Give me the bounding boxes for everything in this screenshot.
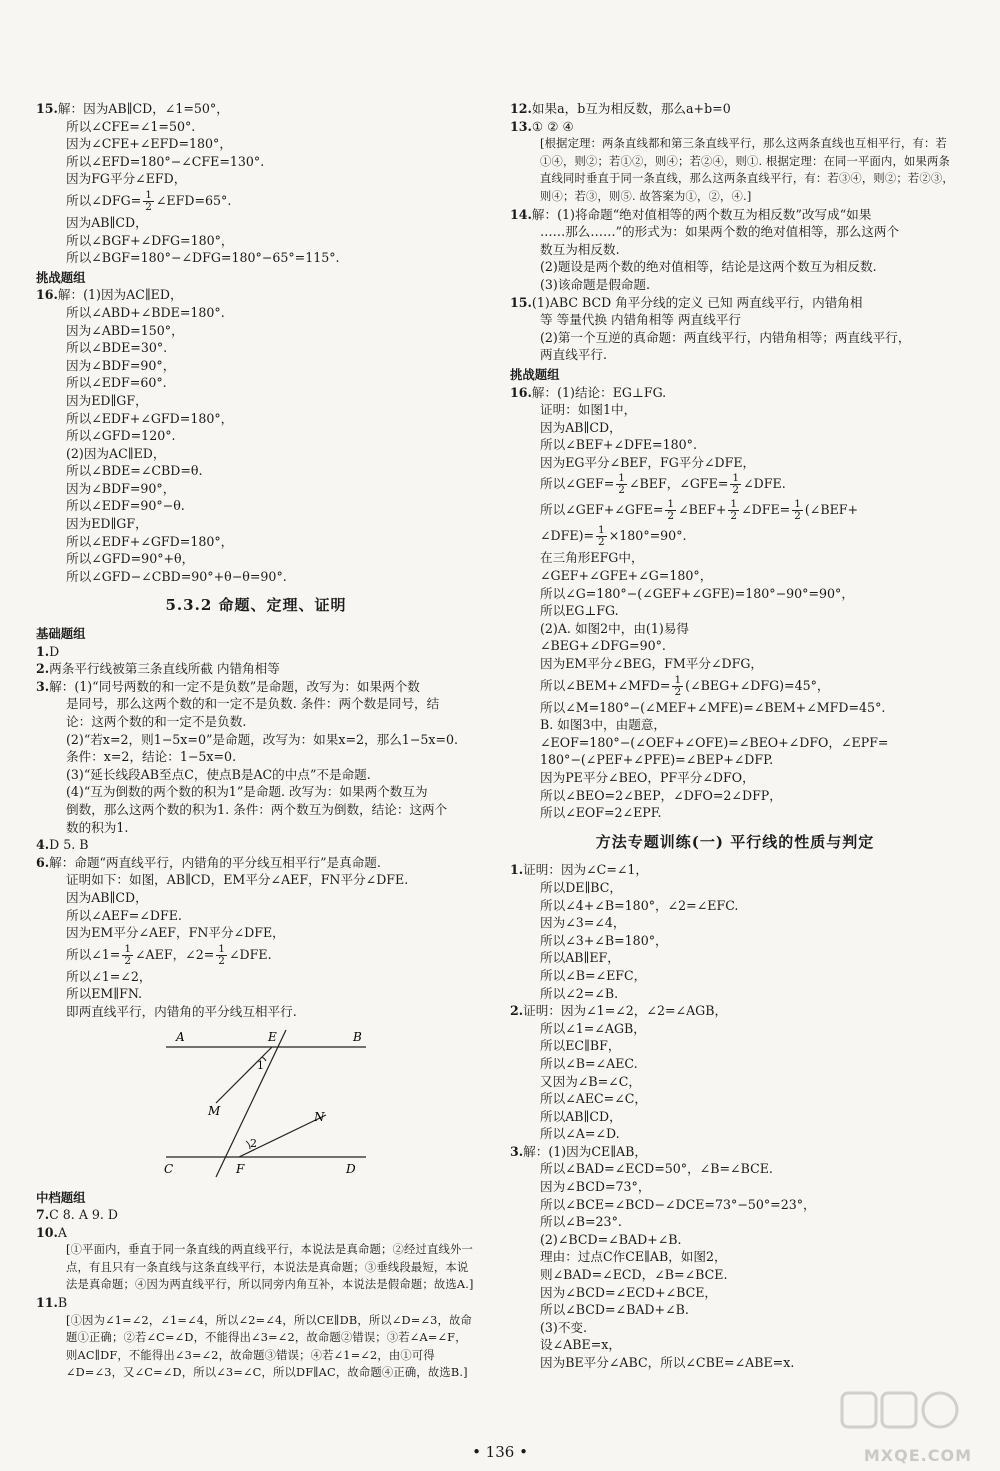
line-text: 解：(1)“同号两数的和一定不是负数”是命题，改写为：如果两个数	[49, 678, 420, 694]
question-number: 7.	[36, 1207, 50, 1223]
answer-line	[510, 787, 960, 805]
line-text: ∠GEF+∠GFE+∠G=180°，	[540, 568, 713, 584]
line-text: 因为ED∥GF，	[66, 392, 148, 408]
line-text: 所以∠GFD−∠CBD=90°+θ−θ=90°.	[66, 568, 287, 584]
section-title: 5.3.2 命题、定理、证明	[165, 596, 347, 615]
answer-line	[510, 567, 960, 585]
answers-14-15	[510, 206, 960, 364]
note-10: [①平面内，垂直于同一条直线的两直线平行，本说法是真命题；②经过直线外一点，有且只有一条直线与这条直线平行，本说法是真命题；③垂线段最短，本说法是真命题；④因为两直线平行，所以同旁内角互补，本说法是假命题；故选A.]	[66, 1243, 474, 1292]
question-number: 3.	[510, 1143, 524, 1159]
answer-line	[510, 620, 960, 638]
answer-line-numbered	[36, 678, 476, 696]
fraction: $\frac{1}{2}$	[732, 472, 740, 497]
line-text: 因为∠BDF=90°，	[66, 480, 176, 496]
line-text: 又因为∠B=∠C，	[540, 1073, 641, 1089]
answer-line	[36, 889, 476, 907]
line-text: 因为∠BCD=∠ECD+∠BCE，	[540, 1284, 718, 1300]
question-number: 12.	[510, 101, 532, 116]
line-text: ……那么……”的形式为：如果两个数的绝对值相等，那么这两个	[540, 224, 900, 240]
line-text: 因为∠CFE+∠EFD=180°，	[66, 136, 232, 152]
answer-6-cont	[36, 968, 476, 1021]
line-text: 设∠ABE=x，	[540, 1337, 621, 1353]
line-text: 所以∠BGF+∠DFG=180°，	[66, 232, 234, 248]
answer-line	[36, 480, 476, 498]
line-text: 两条平行线被第三条直线所截 内错角相等	[49, 661, 280, 677]
line-text: 解：(1)因为AC∥ED，	[57, 287, 183, 303]
line-text: 所以AB∥CD，	[540, 1108, 622, 1124]
question-number: 16.	[36, 287, 58, 303]
answer-line	[36, 357, 476, 375]
line-text: (2)“若x=2，则1−5x=0”是命题，改写为：如果x=2，那么1−5x=0.	[66, 731, 459, 747]
answer-line	[510, 1301, 960, 1319]
method-training-answers	[510, 861, 960, 1371]
answer-line	[36, 118, 476, 136]
line-text: 条件：x=2，结论：1−5x=0.	[66, 749, 237, 765]
line-text: 所以∠AEC=∠C，	[540, 1091, 647, 1107]
question-number: 6.	[36, 854, 50, 870]
question-number: 4.	[36, 837, 50, 853]
answer-line	[36, 232, 476, 250]
answer-line-numbered	[510, 118, 960, 136]
line-text: 因为AB∥CD，	[66, 214, 148, 230]
question-number: 14.	[510, 206, 532, 222]
answer-line	[36, 214, 476, 232]
fraction: $\frac{1}{2}$	[145, 188, 152, 213]
answer-line	[36, 445, 476, 463]
line-text: (2)因为AC∥ED，	[66, 445, 166, 461]
answer-line	[36, 410, 476, 428]
line-text: 所以∠1=∠AGB，	[540, 1020, 646, 1036]
answer-line	[510, 699, 960, 717]
answer-line	[36, 170, 476, 188]
answer-line-numbered	[510, 1002, 960, 1020]
line-text: 所以∠BEF+∠DFE=180°.	[540, 437, 697, 453]
line-text: 因为AB∥CD，	[66, 889, 148, 905]
label-a: A	[176, 1029, 185, 1044]
line-text: 所以∠BCD=∠BAD+∠B.	[540, 1302, 689, 1318]
answer-line	[510, 985, 960, 1003]
line-text: 所以∠CFE=∠1=50°.	[66, 118, 196, 134]
line-text: ∠BEG+∠DFG=90°.	[540, 638, 666, 654]
line-text: 则∠BAD=∠ECD，∠B=∠BCE.	[540, 1267, 728, 1283]
page-number: • 136 •	[472, 1443, 528, 1461]
line-text: 解：命题“两直线平行，内错角的平分线互相平行”是真命题.	[49, 854, 381, 870]
answer-line	[36, 1003, 476, 1021]
answer-line	[510, 436, 960, 454]
line-text: (3)不变.	[540, 1319, 588, 1335]
answer-line	[510, 346, 960, 364]
question-number: 15.	[36, 101, 58, 116]
answer-line	[510, 1266, 960, 1284]
question-number: 2.	[36, 661, 50, 677]
answer-line	[36, 374, 476, 392]
line-text: D 5. B	[49, 837, 89, 853]
answer-line	[36, 568, 476, 586]
line-text: 所以∠AEF=∠DFE.	[66, 907, 182, 923]
line-text: 所以∠B=∠EFC，	[540, 967, 647, 983]
fraction-line-2: 所以∠GEF+∠GFE= $\frac{1}{2}$ ∠BEF+ $\frac{1}{2}$ ∠DFE= $\frac{1}{2}$ (∠BEF+	[540, 498, 859, 523]
line-text: 所以∠BCE=∠BCD−∠DCE=73°−50°=23°，	[540, 1196, 816, 1212]
line-text: 解：(1)将命题“绝对值相等的两个数互为相反数”改写成“如果	[531, 206, 872, 222]
answer-line	[510, 1231, 960, 1249]
section-title-right: 方法专题训练(一) 平行线的性质与判定	[595, 832, 875, 851]
line-text: 所以∠3+∠B=180°，	[540, 932, 668, 948]
line-text: 论：这两个数的和一定不是负数.	[66, 714, 247, 729]
answer-line	[510, 1125, 960, 1143]
answer-line	[510, 1354, 960, 1372]
answer-line	[510, 1319, 960, 1337]
line-text: 所以∠G=180°−(∠GEF+∠GFE)=180°−90°=90°，	[540, 585, 854, 601]
answer-line	[36, 392, 476, 410]
answer-line	[36, 968, 476, 986]
line-text: 因为∠BDF=90°，	[66, 357, 176, 373]
line-text: 180°−(∠PEF+∠PFE)=∠BEP+∠DFP.	[540, 752, 774, 768]
label-c: C	[164, 1161, 174, 1176]
answer-line	[510, 1248, 960, 1266]
line-text: 所以∠BAD=∠ECD=50°，∠B=∠BCE.	[540, 1161, 773, 1177]
answer-line	[36, 550, 476, 568]
answer-line-numbered	[36, 1224, 476, 1242]
fraction: $\frac{1}{2}$	[730, 498, 738, 523]
answer-line	[510, 1196, 960, 1214]
line-text: 因为∠3=∠4，	[540, 915, 626, 931]
answer-line	[510, 1055, 960, 1073]
right-column	[510, 100, 960, 1372]
figure-svg	[36, 1025, 476, 1185]
question-number: 2.	[510, 1003, 524, 1019]
line-text: 所以∠B=23°.	[540, 1214, 622, 1230]
answer-line	[510, 1090, 960, 1108]
line-text: 因为BE平分∠ABC，所以∠CBE=∠ABE=x.	[540, 1355, 795, 1370]
line-text: A	[57, 1224, 68, 1240]
answer-16-right	[510, 384, 960, 472]
answer-15-cont	[36, 214, 476, 267]
line-text: 所以∠GFD=90°+θ，	[66, 551, 195, 567]
line-text: 是同号，那么这两个数的和一定不是负数. 条件：两个数是同号，结	[66, 696, 440, 712]
line-text: 因为EM平分∠BEG，FM平分∠DFG，	[540, 656, 763, 672]
answer-line	[36, 819, 476, 837]
answer-line	[36, 462, 476, 480]
label-f: F	[236, 1161, 245, 1176]
answer-line	[510, 585, 960, 603]
line-text: 所以∠A=∠D.	[540, 1126, 620, 1142]
answer-line-numbered	[510, 1143, 960, 1161]
question-number: 3.	[36, 678, 50, 694]
line-text: 在三角形EFG中，	[540, 550, 644, 566]
line-text: (4)“互为倒数的两个数的积为1”是命题. 改写为：如果两个数互为	[66, 784, 428, 800]
label-angle-1: 1	[257, 1058, 264, 1072]
question-number: 16.	[510, 384, 532, 400]
answer-line	[36, 135, 476, 153]
answer-line	[510, 1336, 960, 1354]
answer-line	[510, 879, 960, 897]
answer-line	[510, 1037, 960, 1055]
label-b: B	[353, 1029, 362, 1044]
answer-line	[36, 339, 476, 357]
line-text: 所以∠BDE=30°.	[66, 340, 168, 356]
label-e: E	[268, 1029, 277, 1044]
line-text: B. 如图3中，由题意，	[540, 717, 667, 733]
line-text: (3)“延长线段AB至点C，使点B是AC的中点”不是命题.	[66, 766, 371, 782]
line-text: 所以∠EDF=90°−θ.	[66, 498, 185, 514]
line-text: 因为PE平分∠BEO，PF平分∠DFO，	[540, 770, 755, 785]
answer-line-numbered	[510, 100, 960, 118]
answer-16-right-cont	[510, 549, 960, 672]
line-text: 所以∠BGF=180°−∠DFG=180°−65°=115°.	[66, 250, 340, 266]
line-text: C 8. A 9. D	[49, 1207, 119, 1223]
mid-group-heading: 中档题组	[36, 1189, 86, 1205]
line-text: 所以∠ABD+∠BDE=180°.	[66, 304, 225, 320]
line-text: 倒数，那么这两个数的积为1. 条件：两个数互为倒数，结论：这两个	[66, 801, 448, 817]
answer-15	[36, 100, 476, 188]
answer-line	[36, 533, 476, 551]
answer-line	[510, 1073, 960, 1091]
answer-line	[36, 924, 476, 942]
line-text: ∠EOF=180°−(∠OEF+∠OFE)=∠BEO+∠DFO，∠EPF=	[540, 734, 889, 750]
answer-line	[36, 713, 476, 731]
answer-line-numbered	[36, 643, 476, 661]
answer-line	[510, 419, 960, 437]
fraction-line-3: ∠DFE)= $\frac{1}{2}$ ×180°=90°.	[540, 524, 687, 549]
watermark-logo	[822, 1385, 972, 1465]
note-13: [根据定理：两条直线都和第三条直线平行，那么这两条直线也互相平行，有：若①④，则②；若①②，则④；若②④，则①. 根据定理：在同一平面内，如果两条直线同时垂直于同一条直线，那么这两条直线平行，有：若③④，则②；若②③，则④；若③，则⑤. 故答案为①，②，④.]	[540, 137, 954, 203]
answer-line	[510, 769, 960, 787]
answer-line	[510, 734, 960, 752]
answer-11: 11.B	[36, 1295, 68, 1311]
line-text: 证明：如图1中，	[540, 402, 637, 418]
label-n: N	[314, 1109, 325, 1124]
line-text: 因为∠BCD=73°，	[540, 1179, 651, 1195]
answer-line-numbered	[36, 286, 476, 304]
answer-line	[36, 515, 476, 533]
answer-line	[36, 497, 476, 515]
line-text: ① ② ④	[531, 118, 574, 134]
answer-line	[510, 454, 960, 472]
answer-line	[36, 783, 476, 801]
fraction: $\frac{1}{2}$	[124, 942, 131, 967]
line-text: 所以EM∥FN.	[66, 986, 143, 1002]
answer-line	[510, 241, 960, 259]
answer-line	[510, 329, 960, 347]
answer-line	[36, 304, 476, 322]
fraction-line-1: 所以∠GEF= $\frac{1}{2}$ ∠BEF，∠GFE= $\frac{1}{2}$ ∠DFE.	[540, 472, 786, 497]
fraction: $\frac{1}{2}$	[667, 498, 675, 523]
line-text: 因为FG平分∠EFD，	[66, 171, 187, 187]
answer-line	[510, 914, 960, 932]
fraction-line-4: 所以∠BEM+∠MFD= $\frac{1}{2}$ (∠BEG+∠DFG)=45°，	[540, 673, 830, 698]
fraction: $\frac{1}{2}$	[674, 673, 682, 698]
answer-line	[36, 907, 476, 925]
line-text: D	[49, 643, 60, 659]
line-text: 等 等量代换 内错角相等 两直线平行	[540, 312, 741, 328]
answer-line-numbered	[36, 1206, 476, 1224]
answer-line	[36, 322, 476, 340]
answer-line	[510, 637, 960, 655]
line-text: 解：因为AB∥CD，∠1=50°，	[57, 101, 229, 116]
line-text: 所以∠EFD=180°−∠CFE=130°.	[66, 153, 265, 169]
answer-line	[36, 985, 476, 1003]
answer-line-numbered	[36, 100, 476, 118]
line-text: 所以∠EDF+∠GFD=180°，	[66, 533, 234, 549]
answer-line	[36, 731, 476, 749]
mid-answers	[36, 1206, 476, 1241]
line-text: 所以∠4+∠B=180°，∠2=∠EFC.	[540, 897, 739, 913]
line-text: (2)A. 如图2中，由(1)易得	[540, 620, 689, 636]
line-text: 因为ED∥GF，	[66, 516, 148, 532]
answer-line	[510, 1160, 960, 1178]
challenge-group-heading-right: 挑战题组	[510, 366, 560, 382]
answer-line-numbered	[510, 206, 960, 224]
line-text: 因为AB∥CD，	[540, 419, 622, 435]
left-column	[36, 100, 476, 1382]
line-text: 所以∠BEO=2∠BEP，∠DFO=2∠DFP，	[540, 787, 782, 803]
question-number: 1.	[510, 862, 524, 878]
watermark-text: MXQE.COM	[863, 1446, 972, 1465]
answer-15-fraction-line: 所以∠DFG= $\frac{1}{2}$ ∠EFD=65°.	[66, 188, 232, 213]
fraction: $\frac{1}{2}$	[794, 498, 801, 523]
parallel-lines-figure	[36, 1025, 476, 1185]
basic-answers	[36, 643, 476, 942]
answer-line	[510, 1108, 960, 1126]
answer-line	[510, 311, 960, 329]
line-text: 所以∠GFD=120°.	[66, 428, 176, 444]
line-text: 数互为相反数.	[540, 241, 620, 257]
answer-line	[510, 1213, 960, 1231]
line-text: 理由：过点C作CE∥AB，如图2，	[540, 1249, 727, 1265]
answer-line	[510, 1020, 960, 1038]
question-number: 1.	[36, 643, 50, 659]
answer-line	[36, 153, 476, 171]
answer-line	[510, 401, 960, 419]
answer-6-fraction-line: 所以∠1= $\frac{1}{2}$ ∠AEF，∠2= $\frac{1}{2}$ ∠DFE.	[66, 942, 272, 967]
line-text: (2)第一个互逆的真命题：两直线平行，内错角相等；两直线平行，	[540, 329, 911, 345]
line-text: 所以EC∥BF，	[540, 1038, 621, 1054]
answer-line-numbered	[36, 854, 476, 872]
line-text: 所以∠BDE=∠CBD=θ.	[66, 463, 203, 479]
answer-line	[36, 871, 476, 889]
question-number: 15.	[510, 294, 532, 310]
label-m: M	[208, 1103, 221, 1118]
answer-line-numbered	[36, 836, 476, 854]
answer-line-numbered	[510, 384, 960, 402]
fraction: $\frac{1}{2}$	[618, 472, 625, 497]
answer-line	[510, 932, 960, 950]
line-text: 证明如下：如图，AB∥CD，EM平分∠AEF，FN平分∠DFE.	[66, 872, 409, 888]
line-text: 解：(1)因为CE∥AB，	[523, 1143, 647, 1159]
line-text: 所以∠2=∠B.	[540, 985, 619, 1001]
line-text: 证明：因为∠1=∠2，∠2=∠AGB，	[523, 1003, 728, 1019]
answer-line	[510, 602, 960, 620]
answer-line	[36, 766, 476, 784]
watermark-icon	[822, 1385, 972, 1445]
label-d: D	[346, 1161, 356, 1176]
line-text: 所以AB∥EF，	[540, 950, 620, 966]
line-text: 数的积为1.	[66, 819, 129, 835]
answer-16-right-cont2	[510, 699, 960, 822]
answer-line	[510, 258, 960, 276]
answer-line	[510, 967, 960, 985]
answer-line	[510, 751, 960, 769]
answer-line-numbered	[36, 660, 476, 678]
challenge-group-heading: 挑战题组	[36, 269, 86, 285]
line-text: 因为∠ABD=150°，	[66, 322, 184, 338]
line-text: 所以∠EDF=60°.	[66, 375, 167, 391]
label-angle-2: 2	[250, 1136, 257, 1150]
line-text: 解：(1)结论：EG⊥FG.	[531, 384, 667, 400]
line-text: (2)题设是两个数的绝对值相等，结论是这两个数互为相反数.	[540, 259, 877, 275]
line-text: 所以∠EOF=2∠EPF.	[540, 805, 662, 821]
line-text: 所以∠1=∠2，	[66, 968, 152, 984]
line-text: 所以DE∥BC，	[540, 879, 623, 895]
fraction: $\frac{1}{2}$	[598, 524, 605, 549]
answer-line	[510, 1284, 960, 1302]
line-text: 因为EM平分∠AEF，FN平分∠DFE，	[66, 925, 285, 941]
answer-line	[510, 716, 960, 734]
answer-line	[510, 1178, 960, 1196]
answer-line-numbered	[510, 294, 960, 312]
basic-group-heading: 基础题组	[36, 626, 86, 642]
answer-line	[510, 223, 960, 241]
answer-line	[510, 549, 960, 567]
line-text: (3)该命题是假命题.	[540, 276, 650, 292]
answer-line	[36, 748, 476, 766]
answer-line	[510, 655, 960, 673]
question-number: 13.	[510, 118, 532, 134]
answers-12-13	[510, 100, 960, 135]
question-number: 10.	[36, 1224, 58, 1240]
line-text: 如果a，b互为相反数，那么a+b=0	[531, 101, 731, 116]
line-text: 所以∠B=∠AEC.	[540, 1055, 638, 1071]
line-text: (2)∠BCD=∠BAD+∠B.	[540, 1231, 682, 1247]
line-text: 所以EG⊥FG.	[540, 603, 619, 619]
answer-line	[36, 695, 476, 713]
line-text: 所以∠EDF+∠GFD=180°，	[66, 410, 234, 426]
answer-line	[36, 427, 476, 445]
answer-line	[510, 897, 960, 915]
answer-line	[510, 804, 960, 822]
note-11: [①因为∠1=∠2，∠1=∠4，所以∠2=∠4，所以CE∥DB，所以∠D=∠3，故命题①正确；②若∠C=∠D，不能得出∠3=∠2，故命题②错误；③若∠A=∠F，则AC∥DF，不能得出∠3=∠2，故命题③错误；④若∠1=∠2，由①可得∠D=∠3，又∠C=∠D，所以∠3=∠C，所以DF∥AC，故命题④正确，故选B.]	[66, 1313, 472, 1380]
answer-16	[36, 286, 476, 585]
line-text: (1)ABC BCD 角平分线的定义 已知 两直线平行，内错角相	[531, 294, 863, 310]
line-text: 证明：因为∠C=∠1，	[523, 862, 649, 878]
answer-line	[36, 249, 476, 267]
answer-line	[36, 801, 476, 819]
line-text: 因为EG平分∠BEF，FG平分∠DFE，	[540, 454, 756, 470]
line-text: 即两直线平行，内错角的平分线互相平行.	[66, 1003, 297, 1019]
line-text: 两直线平行.	[540, 347, 607, 363]
answer-line-numbered	[510, 861, 960, 879]
line-text: 所以∠M=180°−(∠MEF+∠MFE)=∠BEM+∠MFD=45°.	[540, 699, 886, 715]
answer-line	[510, 949, 960, 967]
answer-line	[510, 276, 960, 294]
fraction: $\frac{1}{2}$	[218, 942, 225, 967]
